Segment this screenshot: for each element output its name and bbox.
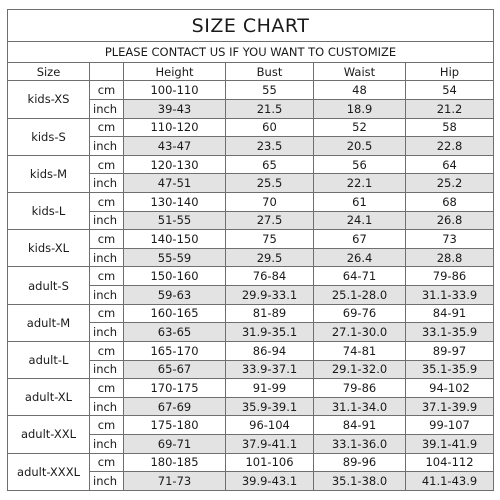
hip-inch-value: 31.1-33.9 bbox=[406, 286, 494, 305]
size-label: kids-L bbox=[8, 193, 90, 230]
unit-label-cm: cm bbox=[90, 453, 124, 472]
unit-label-inch: inch bbox=[90, 248, 124, 267]
hip-cm-value: 79-86 bbox=[406, 267, 494, 286]
waist-inch-value: 24.1 bbox=[314, 211, 406, 230]
unit-label-cm: cm bbox=[90, 304, 124, 323]
header-row bbox=[8, 62, 494, 81]
waist-inch-value: 29.1-32.0 bbox=[314, 360, 406, 379]
height-cm-value: 120-130 bbox=[124, 155, 226, 174]
bust-inch-value: 31.9-35.1 bbox=[226, 323, 314, 342]
waist-cm-value: 48 bbox=[314, 81, 406, 100]
header-hip: Hip bbox=[406, 62, 494, 81]
size-chart bbox=[7, 9, 493, 491]
height-inch-value: 39-43 bbox=[124, 99, 226, 118]
header-unit bbox=[90, 62, 124, 81]
table-row bbox=[8, 304, 494, 323]
unit-label-cm: cm bbox=[90, 267, 124, 286]
bust-inch-value: 21.5 bbox=[226, 99, 314, 118]
unit-label-cm: cm bbox=[90, 193, 124, 212]
unit-label-inch: inch bbox=[90, 434, 124, 453]
bust-inch-value: 35.9-39.1 bbox=[226, 397, 314, 416]
waist-inch-value: 22.1 bbox=[314, 174, 406, 193]
chart-title: SIZE CHART bbox=[8, 10, 494, 42]
size-label: adult-XXXL bbox=[8, 453, 90, 490]
unit-label-cm: cm bbox=[90, 230, 124, 249]
size-label: adult-M bbox=[8, 304, 90, 341]
size-label: kids-XS bbox=[8, 81, 90, 118]
header-size: Size bbox=[8, 62, 90, 81]
size-label: kids-S bbox=[8, 118, 90, 155]
waist-inch-value: 18.9 bbox=[314, 99, 406, 118]
hip-inch-value: 35.1-35.9 bbox=[406, 360, 494, 379]
hip-cm-value: 58 bbox=[406, 118, 494, 137]
height-inch-value: 67-69 bbox=[124, 397, 226, 416]
waist-cm-value: 74-81 bbox=[314, 341, 406, 360]
chart-subtitle: PLEASE CONTACT US IF YOU WANT TO CUSTOMIZE bbox=[8, 42, 494, 63]
height-inch-value: 55-59 bbox=[124, 248, 226, 267]
height-cm-value: 175-180 bbox=[124, 416, 226, 435]
unit-label-inch: inch bbox=[90, 174, 124, 193]
height-cm-value: 150-160 bbox=[124, 267, 226, 286]
waist-cm-value: 89-96 bbox=[314, 453, 406, 472]
unit-label-cm: cm bbox=[90, 341, 124, 360]
header-height: Height bbox=[124, 62, 226, 81]
waist-cm-value: 61 bbox=[314, 193, 406, 212]
table-row bbox=[8, 416, 494, 435]
height-cm-value: 180-185 bbox=[124, 453, 226, 472]
hip-cm-value: 94-102 bbox=[406, 379, 494, 398]
hip-inch-value: 39.1-41.9 bbox=[406, 434, 494, 453]
unit-label-cm: cm bbox=[90, 81, 124, 100]
hip-inch-value: 26.8 bbox=[406, 211, 494, 230]
height-cm-value: 160-165 bbox=[124, 304, 226, 323]
unit-label-inch: inch bbox=[90, 472, 124, 491]
height-cm-value: 170-175 bbox=[124, 379, 226, 398]
unit-label-inch: inch bbox=[90, 397, 124, 416]
bust-cm-value: 101-106 bbox=[226, 453, 314, 472]
height-inch-value: 71-73 bbox=[124, 472, 226, 491]
unit-label-cm: cm bbox=[90, 379, 124, 398]
waist-cm-value: 84-91 bbox=[314, 416, 406, 435]
height-inch-value: 69-71 bbox=[124, 434, 226, 453]
table-row bbox=[8, 193, 494, 212]
unit-label-inch: inch bbox=[90, 360, 124, 379]
waist-inch-value: 27.1-30.0 bbox=[314, 323, 406, 342]
header-bust: Bust bbox=[226, 62, 314, 81]
bust-inch-value: 29.9-33.1 bbox=[226, 286, 314, 305]
bust-cm-value: 60 bbox=[226, 118, 314, 137]
table-row bbox=[8, 379, 494, 398]
size-label: adult-S bbox=[8, 267, 90, 304]
height-cm-value: 130-140 bbox=[124, 193, 226, 212]
waist-cm-value: 69-76 bbox=[314, 304, 406, 323]
table-row bbox=[8, 81, 494, 100]
bust-inch-value: 23.5 bbox=[226, 137, 314, 156]
bust-cm-value: 70 bbox=[226, 193, 314, 212]
height-cm-value: 100-110 bbox=[124, 81, 226, 100]
hip-cm-value: 89-97 bbox=[406, 341, 494, 360]
waist-inch-value: 26.4 bbox=[314, 248, 406, 267]
bust-inch-value: 27.5 bbox=[226, 211, 314, 230]
unit-label-cm: cm bbox=[90, 416, 124, 435]
size-label: adult-XXL bbox=[8, 416, 90, 453]
size-label: adult-XL bbox=[8, 379, 90, 416]
size-label: kids-XL bbox=[8, 230, 90, 267]
bust-cm-value: 91-99 bbox=[226, 379, 314, 398]
table-row bbox=[8, 230, 494, 249]
bust-cm-value: 55 bbox=[226, 81, 314, 100]
hip-cm-value: 104-112 bbox=[406, 453, 494, 472]
waist-inch-value: 35.1-38.0 bbox=[314, 472, 406, 491]
waist-inch-value: 20.5 bbox=[314, 137, 406, 156]
unit-label-cm: cm bbox=[90, 155, 124, 174]
table-row bbox=[8, 267, 494, 286]
bust-cm-value: 86-94 bbox=[226, 341, 314, 360]
waist-cm-value: 67 bbox=[314, 230, 406, 249]
height-inch-value: 65-67 bbox=[124, 360, 226, 379]
waist-inch-value: 25.1-28.0 bbox=[314, 286, 406, 305]
size-label: adult-L bbox=[8, 341, 90, 378]
waist-cm-value: 79-86 bbox=[314, 379, 406, 398]
waist-inch-value: 31.1-34.0 bbox=[314, 397, 406, 416]
height-inch-value: 51-55 bbox=[124, 211, 226, 230]
unit-label-inch: inch bbox=[90, 286, 124, 305]
hip-inch-value: 33.1-35.9 bbox=[406, 323, 494, 342]
hip-inch-value: 22.8 bbox=[406, 137, 494, 156]
bust-cm-value: 96-104 bbox=[226, 416, 314, 435]
hip-inch-value: 28.8 bbox=[406, 248, 494, 267]
bust-cm-value: 65 bbox=[226, 155, 314, 174]
height-cm-value: 110-120 bbox=[124, 118, 226, 137]
hip-cm-value: 84-91 bbox=[406, 304, 494, 323]
hip-cm-value: 99-107 bbox=[406, 416, 494, 435]
size-label: kids-M bbox=[8, 155, 90, 192]
waist-cm-value: 64-71 bbox=[314, 267, 406, 286]
height-cm-value: 165-170 bbox=[124, 341, 226, 360]
bust-inch-value: 25.5 bbox=[226, 174, 314, 193]
table-row bbox=[8, 453, 494, 472]
height-inch-value: 43-47 bbox=[124, 137, 226, 156]
table-row bbox=[8, 341, 494, 360]
waist-inch-value: 33.1-36.0 bbox=[314, 434, 406, 453]
bust-inch-value: 29.5 bbox=[226, 248, 314, 267]
table-row bbox=[8, 155, 494, 174]
waist-cm-value: 52 bbox=[314, 118, 406, 137]
height-inch-value: 47-51 bbox=[124, 174, 226, 193]
size-chart-table bbox=[7, 9, 494, 491]
table-row bbox=[8, 118, 494, 137]
hip-cm-value: 73 bbox=[406, 230, 494, 249]
hip-inch-value: 37.1-39.9 bbox=[406, 397, 494, 416]
hip-inch-value: 21.2 bbox=[406, 99, 494, 118]
hip-cm-value: 68 bbox=[406, 193, 494, 212]
hip-cm-value: 54 bbox=[406, 81, 494, 100]
hip-cm-value: 64 bbox=[406, 155, 494, 174]
bust-inch-value: 33.9-37.1 bbox=[226, 360, 314, 379]
height-inch-value: 63-65 bbox=[124, 323, 226, 342]
hip-inch-value: 25.2 bbox=[406, 174, 494, 193]
bust-cm-value: 76-84 bbox=[226, 267, 314, 286]
unit-label-inch: inch bbox=[90, 323, 124, 342]
unit-label-inch: inch bbox=[90, 137, 124, 156]
unit-label-cm: cm bbox=[90, 118, 124, 137]
hip-inch-value: 41.1-43.9 bbox=[406, 472, 494, 491]
bust-cm-value: 75 bbox=[226, 230, 314, 249]
unit-label-inch: inch bbox=[90, 99, 124, 118]
bust-cm-value: 81-89 bbox=[226, 304, 314, 323]
height-inch-value: 59-63 bbox=[124, 286, 226, 305]
waist-cm-value: 56 bbox=[314, 155, 406, 174]
bust-inch-value: 39.9-43.1 bbox=[226, 472, 314, 491]
bust-inch-value: 37.9-41.1 bbox=[226, 434, 314, 453]
header-waist: Waist bbox=[314, 62, 406, 81]
height-cm-value: 140-150 bbox=[124, 230, 226, 249]
unit-label-inch: inch bbox=[90, 211, 124, 230]
